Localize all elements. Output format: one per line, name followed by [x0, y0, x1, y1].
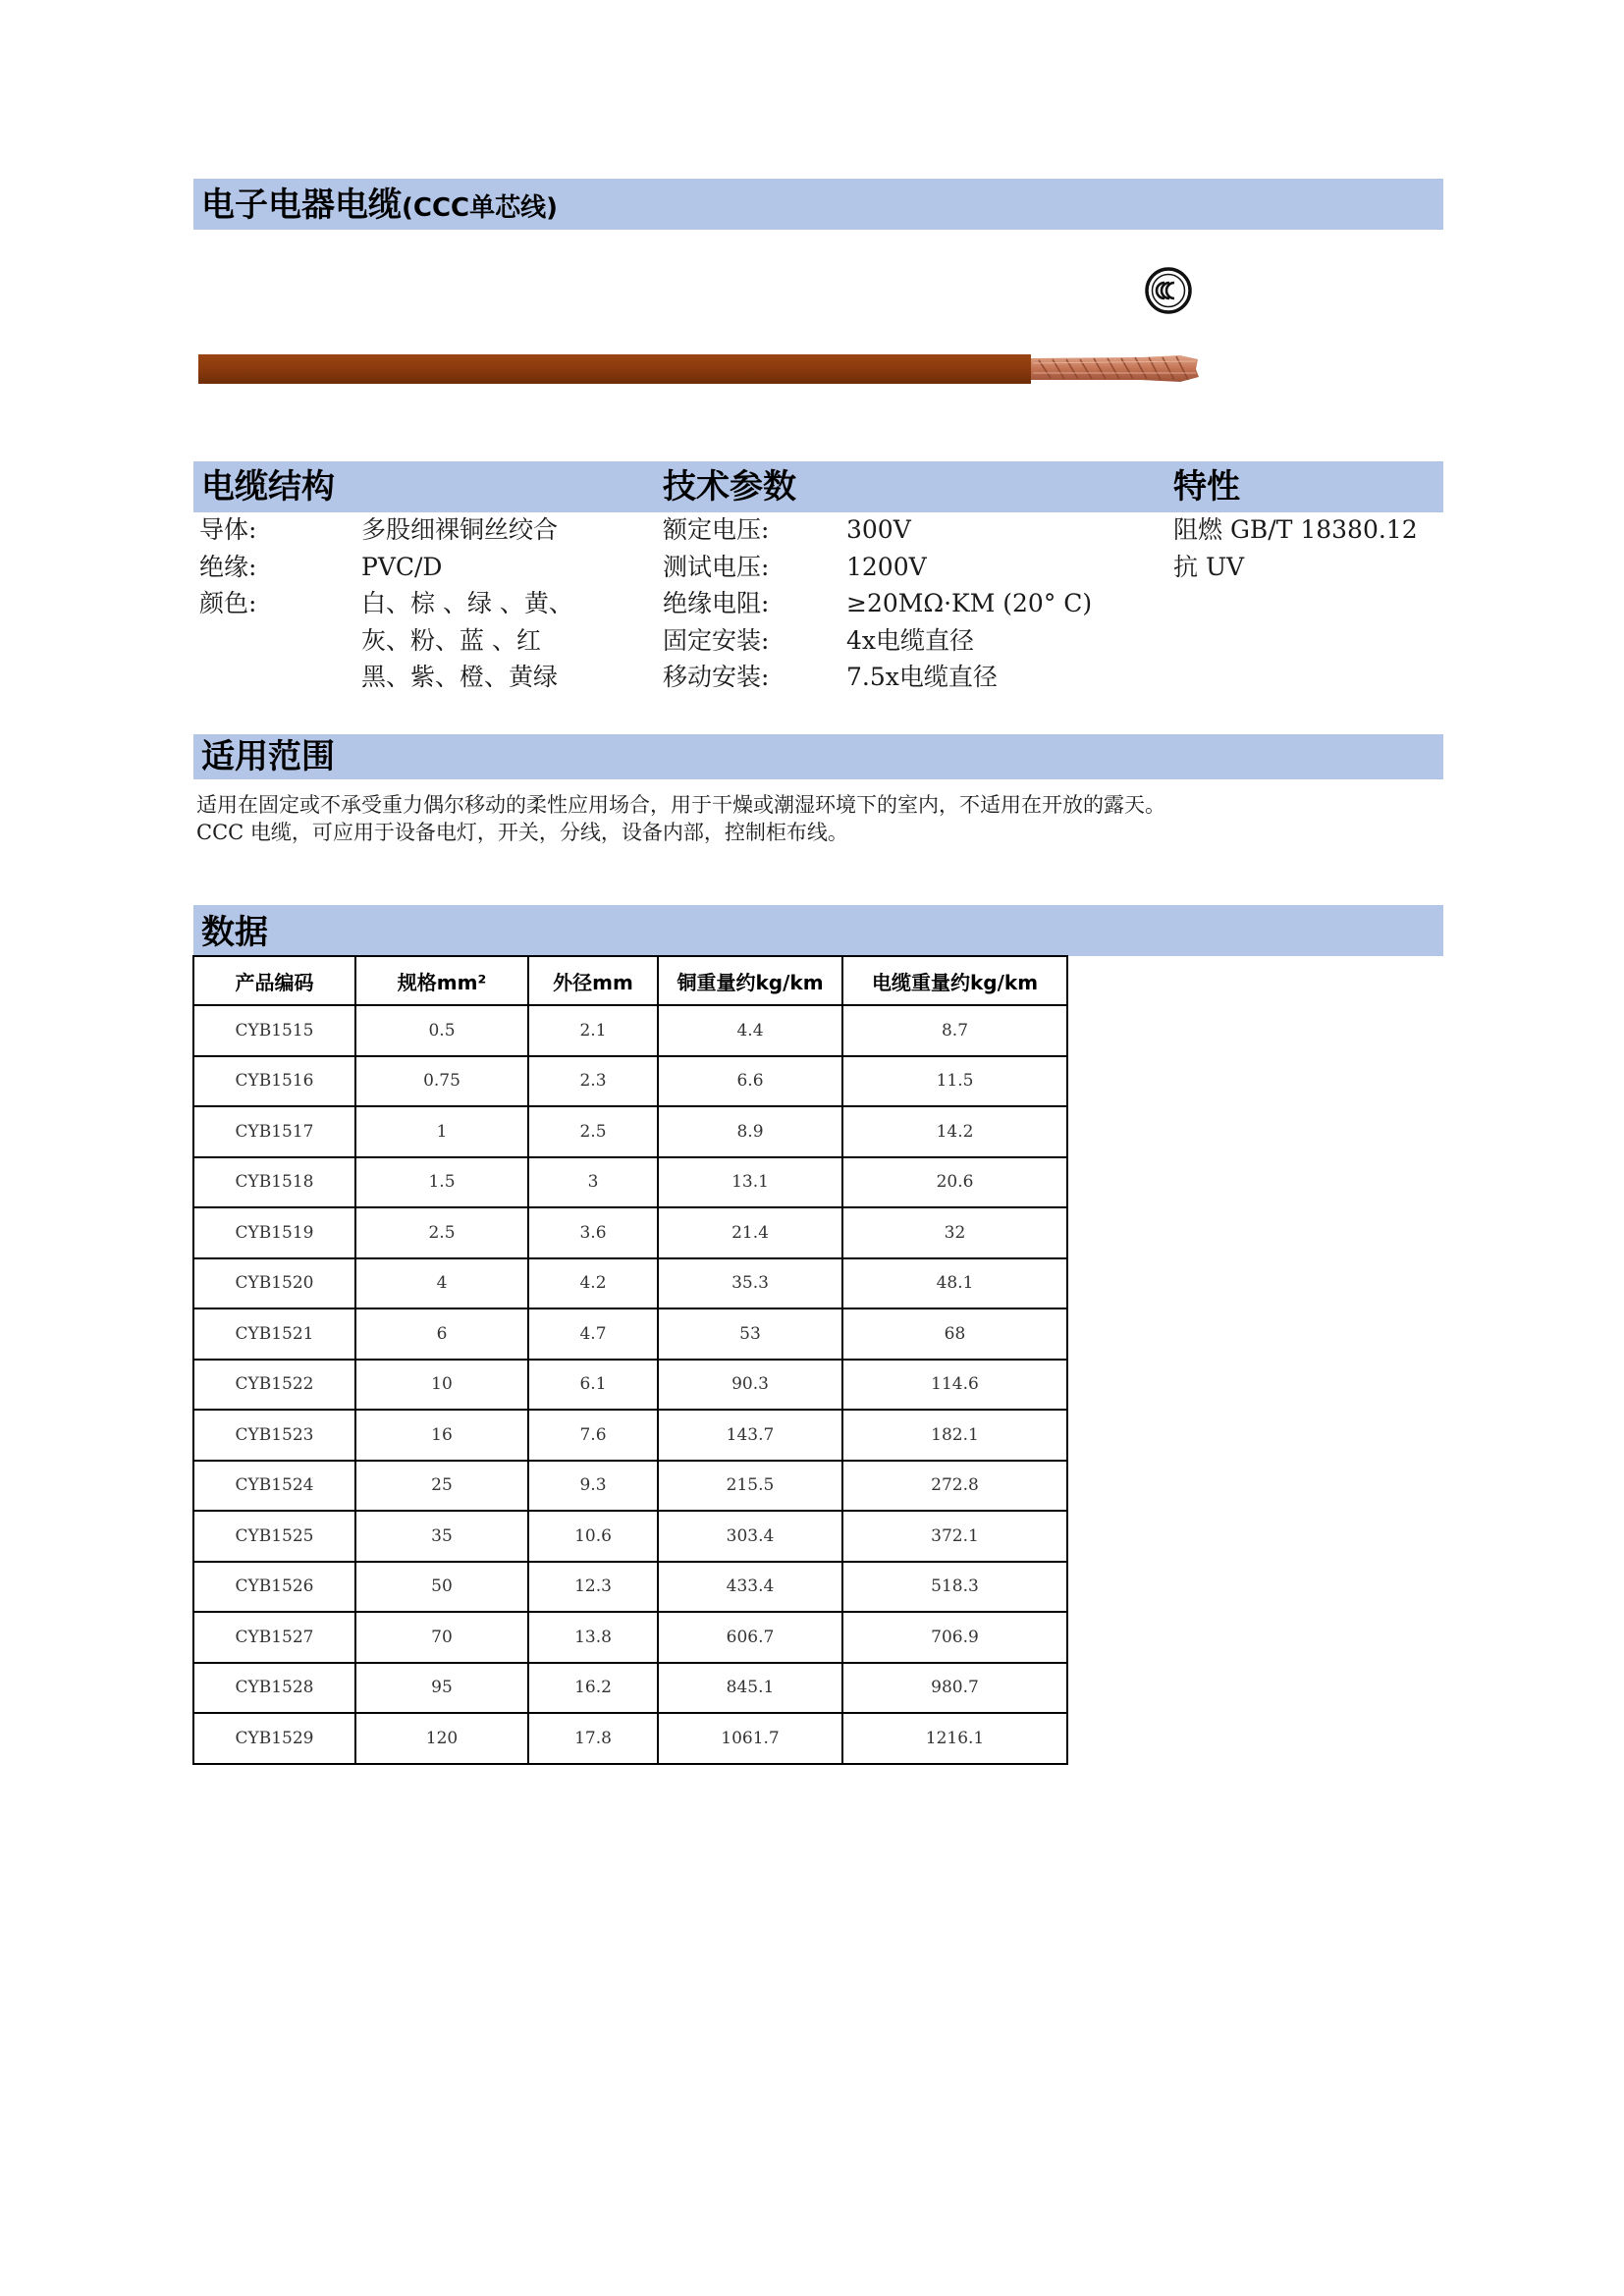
cell-copper-weight: 6.6 — [658, 1056, 842, 1107]
cell-outer-diameter: 6.1 — [528, 1360, 658, 1411]
cell-outer-diameter: 13.8 — [528, 1612, 658, 1663]
cell-copper-weight: 606.7 — [658, 1612, 842, 1663]
table-row — [193, 1562, 1067, 1613]
cell-cable-weight: 706.9 — [842, 1612, 1067, 1663]
fixed-install-value: 4x电缆直径 — [846, 625, 975, 655]
scope-heading: 适用范围 — [201, 737, 335, 776]
cell-copper-weight: 53 — [658, 1308, 842, 1360]
cell-outer-diameter: 10.6 — [528, 1511, 658, 1562]
table-row — [193, 1207, 1067, 1258]
cell-outer-diameter: 3 — [528, 1157, 658, 1208]
cell-size: 16 — [355, 1410, 528, 1461]
conductor-label: 导体: — [199, 515, 257, 544]
feature-flame-retardant: 阻燃 GB/T 18380.12 — [1173, 515, 1418, 544]
table-header-row — [193, 956, 1067, 1005]
cell-outer-diameter: 4.2 — [528, 1258, 658, 1309]
data-heading: 数据 — [201, 913, 268, 952]
cell-cable-weight: 980.7 — [842, 1663, 1067, 1714]
cell-size: 50 — [355, 1562, 528, 1613]
cell-cable-weight: 48.1 — [842, 1258, 1067, 1309]
mobile-install-value: 7.5x电缆直径 — [846, 663, 998, 691]
cell-cable-weight: 372.1 — [842, 1511, 1067, 1562]
cell-product-code: CYB1523 — [193, 1410, 355, 1461]
cell-size: 120 — [355, 1713, 528, 1764]
insulation-value: PVC/D — [361, 552, 443, 581]
cell-cable-weight: 114.6 — [842, 1360, 1067, 1411]
table-row — [193, 1663, 1067, 1714]
specs-header — [193, 461, 1443, 512]
test-voltage-label: 测试电压: — [663, 552, 770, 581]
cell-size: 0.5 — [355, 1005, 528, 1056]
cell-outer-diameter: 2.3 — [528, 1056, 658, 1107]
cell-product-code: CYB1515 — [193, 1005, 355, 1056]
col-header-product-code: 产品编码 — [193, 956, 355, 1005]
table-row — [193, 1157, 1067, 1208]
scope-header — [193, 734, 1443, 779]
cell-outer-diameter: 17.8 — [528, 1713, 658, 1764]
title-main: 电子电器电缆 — [201, 186, 402, 225]
cell-copper-weight: 4.4 — [658, 1005, 842, 1056]
col-header-outer-diameter: 外径mm — [528, 956, 658, 1005]
cell-size: 4 — [355, 1258, 528, 1309]
insulation-label: 绝缘: — [199, 552, 257, 581]
cell-size: 70 — [355, 1612, 528, 1663]
cell-product-code: CYB1525 — [193, 1511, 355, 1562]
cell-size: 35 — [355, 1511, 528, 1562]
cell-cable-weight: 32 — [842, 1207, 1067, 1258]
cell-product-code: CYB1518 — [193, 1157, 355, 1208]
color-value-line1: 白、棕 、绿 、黄、 — [361, 589, 573, 617]
table-row — [193, 1360, 1067, 1411]
cell-outer-diameter: 9.3 — [528, 1461, 658, 1512]
col-header-size: 规格mm² — [355, 956, 528, 1005]
structure-heading: 电缆结构 — [201, 467, 335, 507]
cell-copper-weight: 143.7 — [658, 1410, 842, 1461]
cell-size: 95 — [355, 1663, 528, 1714]
data-header — [193, 905, 1443, 956]
features-heading: 特性 — [1173, 467, 1240, 507]
cell-size: 25 — [355, 1461, 528, 1512]
col-header-cable-weight: 电缆重量约kg/km — [842, 956, 1067, 1005]
cell-product-code: CYB1521 — [193, 1308, 355, 1360]
cell-cable-weight: 14.2 — [842, 1106, 1067, 1157]
cell-product-code: CYB1520 — [193, 1258, 355, 1309]
cell-outer-diameter: 4.7 — [528, 1308, 658, 1360]
cell-product-code: CYB1522 — [193, 1360, 355, 1411]
cell-cable-weight: 20.6 — [842, 1157, 1067, 1208]
table-row — [193, 1713, 1067, 1764]
table-row — [193, 1410, 1067, 1461]
cell-size: 2.5 — [355, 1207, 528, 1258]
cell-copper-weight: 35.3 — [658, 1258, 842, 1309]
cell-product-code: CYB1529 — [193, 1713, 355, 1764]
fixed-install-label: 固定安装: — [663, 625, 770, 655]
cell-size: 10 — [355, 1360, 528, 1411]
table-row — [193, 1005, 1067, 1056]
cell-product-code: CYB1519 — [193, 1207, 355, 1258]
color-value-line2: 灰、粉、蓝 、红 — [361, 625, 541, 655]
cell-cable-weight: 1216.1 — [842, 1713, 1067, 1764]
insulation-resistance-value: ≥20MΩ·KM (20° C) — [846, 589, 1093, 617]
cell-copper-weight: 215.5 — [658, 1461, 842, 1512]
table-row — [193, 1511, 1067, 1562]
cell-cable-weight: 182.1 — [842, 1410, 1067, 1461]
rated-voltage-label: 额定电压: — [663, 515, 770, 544]
cable-product-image — [198, 351, 1200, 387]
cell-cable-weight: 68 — [842, 1308, 1067, 1360]
ccc-certification-icon — [1144, 266, 1193, 315]
cell-product-code: CYB1517 — [193, 1106, 355, 1157]
table-row — [193, 1258, 1067, 1309]
cell-product-code: CYB1528 — [193, 1663, 355, 1714]
color-label: 颜色: — [199, 589, 257, 617]
cell-outer-diameter: 16.2 — [528, 1663, 658, 1714]
page-title — [193, 179, 1443, 230]
cell-size: 1 — [355, 1106, 528, 1157]
cell-copper-weight: 303.4 — [658, 1511, 842, 1562]
test-voltage-value: 1200V — [846, 552, 927, 581]
cell-copper-weight: 1061.7 — [658, 1713, 842, 1764]
technical-heading: 技术参数 — [663, 467, 796, 507]
cell-size: 1.5 — [355, 1157, 528, 1208]
table-row — [193, 1612, 1067, 1663]
scope-text-line1: 适用在固定或不承受重力偶尔移动的柔性应用场合，用于干燥或潮湿环境下的室内，不适用在开放的露天。 — [196, 793, 1165, 817]
cell-cable-weight: 11.5 — [842, 1056, 1067, 1107]
cell-product-code: CYB1527 — [193, 1612, 355, 1663]
feature-uv-resistant: 抗 UV — [1173, 552, 1245, 581]
conductor-value: 多股细裸铜丝绞合 — [361, 515, 559, 544]
cell-cable-weight: 518.3 — [842, 1562, 1067, 1613]
rated-voltage-value: 300V — [846, 515, 911, 544]
cell-size: 0.75 — [355, 1056, 528, 1107]
cell-cable-weight: 8.7 — [842, 1005, 1067, 1056]
cell-cable-weight: 272.8 — [842, 1461, 1067, 1512]
cell-outer-diameter: 12.3 — [528, 1562, 658, 1613]
cell-copper-weight: 90.3 — [658, 1360, 842, 1411]
cell-product-code: CYB1524 — [193, 1461, 355, 1512]
col-header-copper-weight: 铜重量约kg/km — [658, 956, 842, 1005]
table-row — [193, 1461, 1067, 1512]
title-sub: (CCC单芯线) — [402, 193, 559, 223]
mobile-install-label: 移动安装: — [663, 663, 770, 691]
table-row — [193, 1056, 1067, 1107]
cell-outer-diameter: 2.1 — [528, 1005, 658, 1056]
cell-copper-weight: 21.4 — [658, 1207, 842, 1258]
scope-text-line2: CCC 电缆，可应用于设备电灯，开关，分线，设备内部，控制柜布线。 — [196, 821, 848, 844]
table-row — [193, 1308, 1067, 1360]
cell-outer-diameter: 3.6 — [528, 1207, 658, 1258]
cell-product-code: CYB1526 — [193, 1562, 355, 1613]
cell-copper-weight: 845.1 — [658, 1663, 842, 1714]
table-row — [193, 1106, 1067, 1157]
cell-outer-diameter: 2.5 — [528, 1106, 658, 1157]
cell-size: 6 — [355, 1308, 528, 1360]
insulation-resistance-label: 绝缘电阻: — [663, 589, 770, 617]
cell-copper-weight: 13.1 — [658, 1157, 842, 1208]
cell-copper-weight: 8.9 — [658, 1106, 842, 1157]
data-table — [192, 955, 1068, 1765]
cell-product-code: CYB1516 — [193, 1056, 355, 1107]
color-value-line3: 黑、紫、橙、黄绿 — [361, 663, 559, 691]
cell-outer-diameter: 7.6 — [528, 1410, 658, 1461]
cell-copper-weight: 433.4 — [658, 1562, 842, 1613]
